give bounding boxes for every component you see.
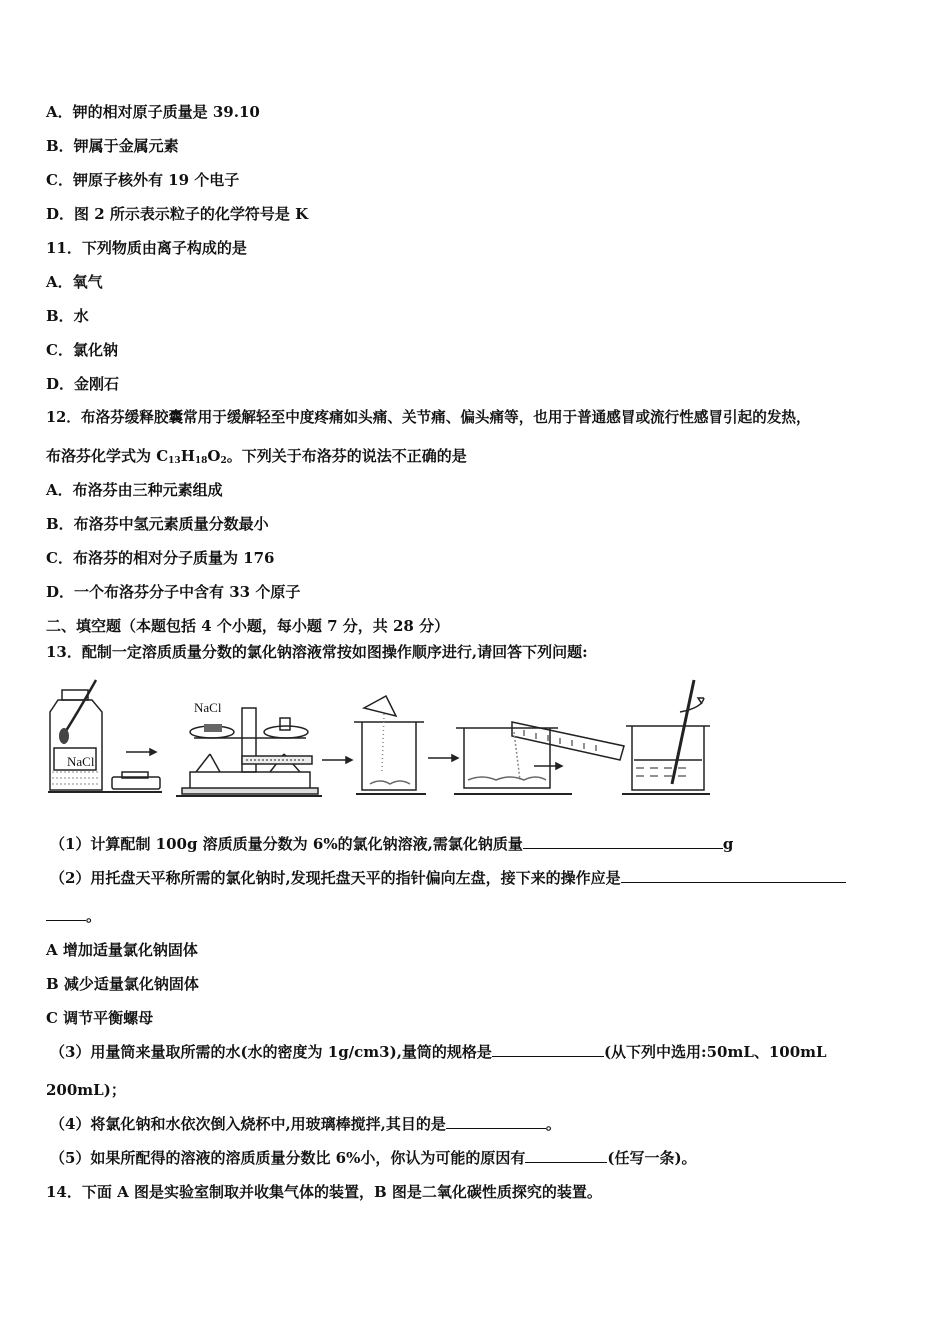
q13-option-b: B 减少适量氯化钠固体 bbox=[46, 975, 199, 993]
answer-blank[interactable] bbox=[492, 1042, 604, 1057]
answer-blank[interactable] bbox=[621, 868, 846, 883]
q10-option-d: D．图 2 所示表示粒子的化学符号是 K bbox=[46, 205, 309, 223]
q11-option-d: D．金刚石 bbox=[46, 375, 120, 393]
reagent-jar-icon bbox=[50, 680, 102, 790]
weighing-paper-icon bbox=[112, 772, 160, 789]
arrow-icon bbox=[322, 757, 352, 763]
q13-part5: （5）如果所配得的溶液的溶质质量分数比 6%小，你认为可能的原因有 (任写一条)。 bbox=[50, 1149, 697, 1167]
q13-option-a: A 增加适量氯化钠固体 bbox=[46, 941, 198, 959]
arrow-icon bbox=[428, 755, 458, 761]
q13-part2: （2）用托盘天平称所需的氯化钠时,发现托盘天平的指针偏向左盘，接下来的操作应是 bbox=[50, 868, 846, 888]
q13-part3-cont: 200mL)； bbox=[46, 1081, 126, 1099]
q13-option-c: C 调节平衡螺母 bbox=[46, 1009, 154, 1027]
q12-option-b: B．布洛芬中氢元素质量分数最小 bbox=[46, 515, 269, 533]
q11-stem: 11．下列物质由离子构成的是 bbox=[46, 239, 247, 257]
graduated-cylinder-icon bbox=[456, 722, 624, 788]
q13-part1: （1）计算配制 100g 溶质质量分数为 6%的氯化钠溶液,需氯化钠质量 g bbox=[50, 835, 734, 853]
arrow-icon bbox=[126, 749, 156, 755]
section-heading: 二、填空题（本题包括 4 个小题，每小题 7 分，共 28 分） bbox=[46, 617, 450, 635]
answer-blank[interactable] bbox=[525, 1148, 607, 1163]
q11-option-a: A．氧气 bbox=[46, 273, 103, 291]
jar-label: NaCl bbox=[67, 754, 95, 769]
q10-option-b: B．钾属于金属元素 bbox=[46, 137, 179, 155]
q11-option-c: C．氯化钠 bbox=[46, 341, 118, 359]
q12-stem-line1: 12．布洛芬缓释胶囊常用于缓解轻至中度疼痛如头痛、关节痛、偏头痛等，也用于普通感冒或流行性感冒引起的发热， bbox=[46, 409, 811, 426]
q12-stem-line2: 布洛芬化学式为 $C_{13}H_{18}O_2$。下列关于布洛芬的说法不正确的是 bbox=[46, 447, 467, 466]
q10-option-c: C．钾原子核外有 19 个电子 bbox=[46, 171, 240, 189]
balance-icon bbox=[182, 708, 318, 794]
q12-option-c: C．布洛芬的相对分子质量为 176 bbox=[46, 549, 275, 567]
q13-part4: （4）将氯化钠和水依次倒入烧杯中,用玻璃棒搅拌,其目的是 。 bbox=[50, 1115, 561, 1133]
q10-option-a: A．钾的相对原子质量是 39.10 bbox=[46, 103, 260, 121]
answer-blank[interactable] bbox=[523, 834, 723, 849]
q14-stem: 14．下面 A 图是实验室制取并收集气体的装置，B 图是二氧化碳性质探究的装置。 bbox=[46, 1183, 602, 1201]
q13-stem: 13．配制一定溶质质量分数的氯化钠溶液常按如图操作顺序进行,请回答下列问题: bbox=[46, 643, 588, 661]
q13-part3: （3）用量筒来量取所需的水(水的密度为 1g/cm3),量筒的规格是 (从下列中选用:50mL、100mL bbox=[50, 1043, 827, 1061]
q13-part2-end: 。 bbox=[46, 906, 101, 926]
q12-option-d: D．一个布洛芬分子中含有 33 个原子 bbox=[46, 583, 301, 601]
answer-blank[interactable] bbox=[46, 906, 86, 921]
arrow-icon bbox=[534, 763, 562, 769]
q11-option-b: B．水 bbox=[46, 307, 89, 325]
answer-blank[interactable] bbox=[446, 1114, 546, 1129]
balance-label: NaCl bbox=[194, 700, 222, 715]
stirring-beaker-icon bbox=[626, 680, 710, 790]
beaker-icon bbox=[354, 696, 424, 790]
solution-preparation-figure bbox=[44, 672, 744, 800]
q12-option-a: A．布洛芬由三种元素组成 bbox=[46, 481, 223, 499]
